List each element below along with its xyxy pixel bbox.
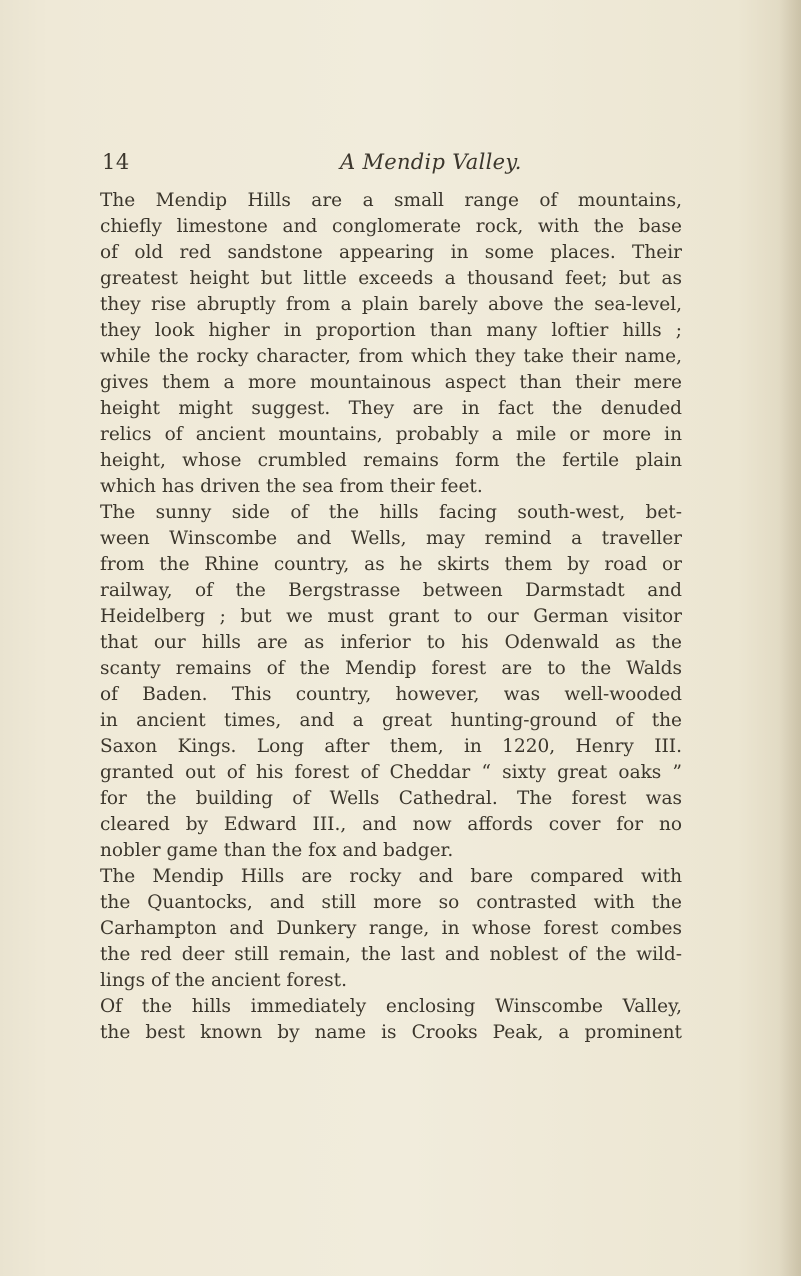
running-header <box>102 150 702 184</box>
text-line: gives them a more mountainous aspect than their mere <box>100 372 682 393</box>
text-line: greatest height but little exceeds a thousand feet; but as <box>100 268 682 289</box>
text-line: The sunny side of the hills facing south-west, bet- <box>100 502 682 523</box>
text-line: scanty remains of the Mendip forest are to the Walds <box>100 658 682 679</box>
text-line: The Mendip Hills are rocky and bare compared with <box>100 866 682 887</box>
running-title: A Mendip Valley. <box>340 150 522 174</box>
text-line: granted out of his forest of Cheddar “ sixty great oaks ” <box>100 762 682 783</box>
text-line: of old red sandstone appearing in some places. Their <box>100 242 682 263</box>
text-line: relics of ancient mountains, probably a mile or more in <box>100 424 682 445</box>
text-line: Saxon Kings. Long after them, in 1220, Henry III. <box>100 736 682 757</box>
text-line: railway, of the Bergstrasse between Darmstadt and <box>100 580 682 601</box>
text-line: Heidelberg ; but we must grant to our German visitor <box>100 606 682 627</box>
text-line: height, whose crumbled remains form the fertile plain <box>100 450 682 471</box>
text-line: the Quantocks, and still more so contrasted with the <box>100 892 682 913</box>
text-line: ween Winscombe and Wells, may remind a traveller <box>100 528 682 549</box>
text-line: height might suggest. They are in fact the denuded <box>100 398 682 419</box>
text-line: the red deer still remain, the last and noblest of the wild- <box>100 944 682 965</box>
text-line: cleared by Edward III., and now affords cover for no <box>100 814 682 835</box>
text-line: Of the hills immediately enclosing Winscombe Valley, <box>100 996 682 1017</box>
body-text <box>100 188 682 1046</box>
text-line: The Mendip Hills are a small range of mountains, <box>100 190 682 211</box>
text-line: Carhampton and Dunkery range, in whose forest combes <box>100 918 682 939</box>
text-line: for the building of Wells Cathedral. The forest was <box>100 788 682 809</box>
page-number: 14 <box>102 150 130 174</box>
text-line: they rise abruptly from a plain barely above the sea-level, <box>100 294 682 315</box>
text-line: they look higher in proportion than many loftier hills ; <box>100 320 682 341</box>
page-edge-shadow <box>779 0 801 1276</box>
text-line: which has driven the sea from their feet. <box>100 476 483 497</box>
text-line: of Baden. This country, however, was well-wooded <box>100 684 682 705</box>
text-line: nobler game than the fox and badger. <box>100 840 454 861</box>
text-line: lings of the ancient forest. <box>100 970 347 991</box>
text-line: from the Rhine country, as he skirts them by road or <box>100 554 682 575</box>
text-line: in ancient times, and a great hunting-ground of the <box>100 710 682 731</box>
text-line: chiefly limestone and conglomerate rock, with the base <box>100 216 682 237</box>
text-line: that our hills are as inferior to his Odenwald as the <box>100 632 682 653</box>
text-line: the best known by name is Crooks Peak, a prominent <box>100 1022 682 1043</box>
text-line: while the rocky character, from which they take their name, <box>100 346 682 367</box>
